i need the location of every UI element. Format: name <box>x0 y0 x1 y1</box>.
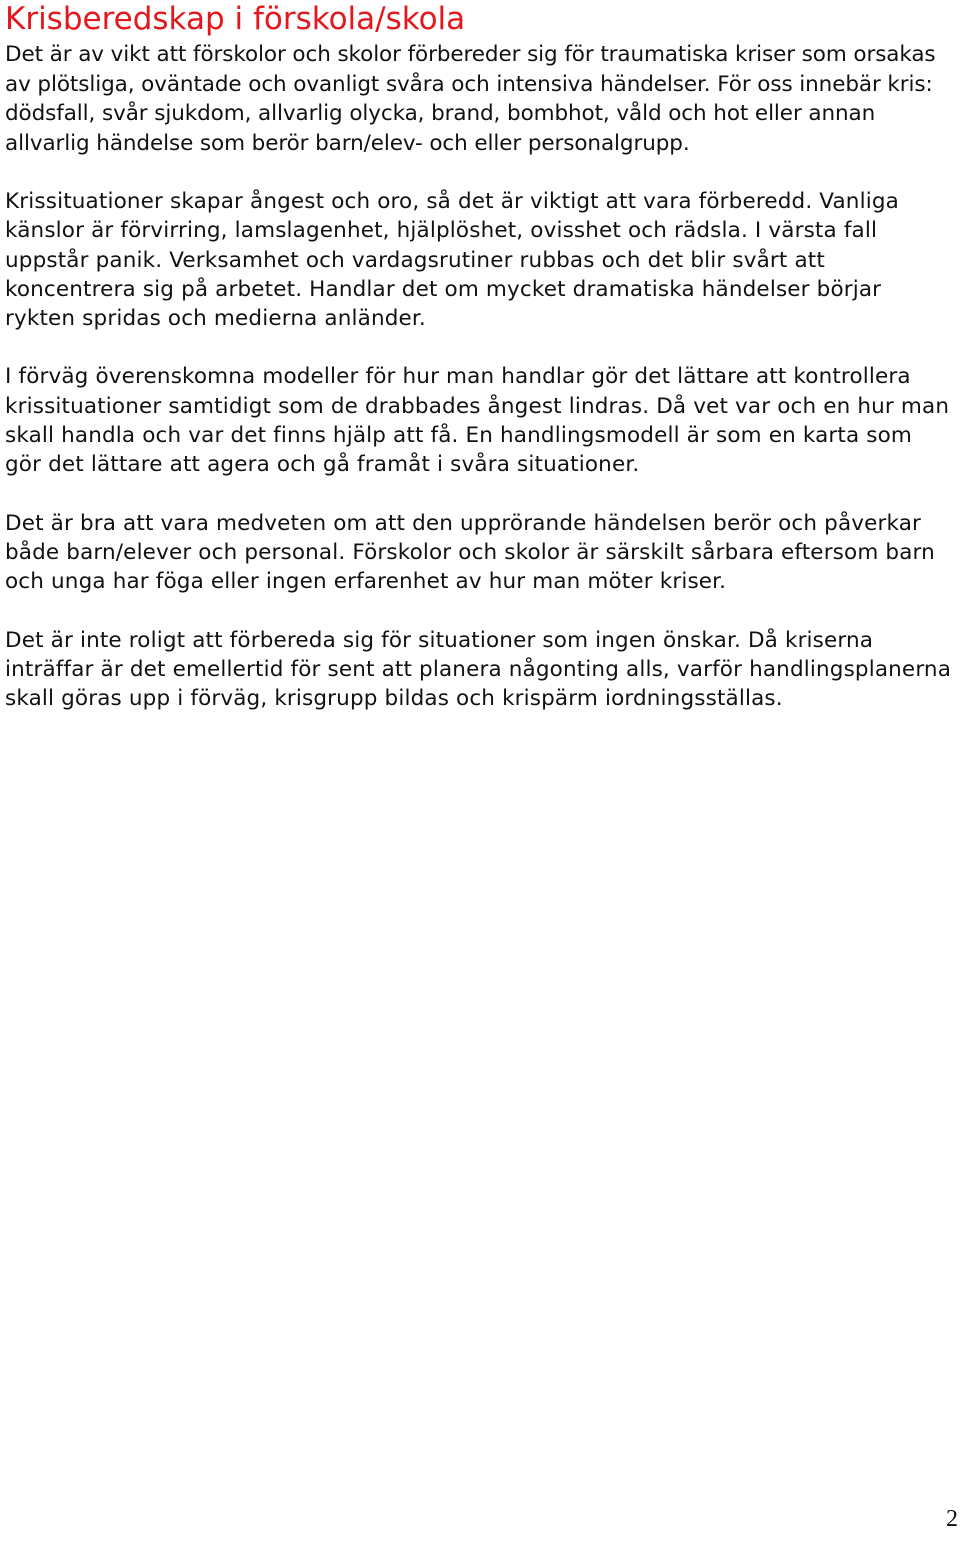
paragraph-crisis-feelings: Krissituationer skapar ångest och oro, så det är viktigt att vara förberedd. Vanliga känslor är förvirring, lamslagenhet, hjälplöshet, ovisshet och rädsla. I värsta fall uppstår panik. Verksamhet och vardagsrutiner rubbas och det blir svårt att koncentrera sig på arbetet. Handlar det om mycket dramatiska händelser börjar rykten spridas och medierna anländer. <box>5 189 899 332</box>
paragraph-models: I förväg överenskomna modeller för hur man handlar gör det lättare att kontrollera krissituationer samtidigt som de drabbades ångest lindras. Då vet var och en hur man skall handla och var det finns hjälp att få. En handlingsmodell är som en karta som gör det lättare att agera och gå framåt i svåra situationer. <box>5 364 950 478</box>
document-title: Krisberedskap i förskola/skola <box>5 1 466 37</box>
paragraph-preparation: Det är inte roligt att förbereda sig för situationer som ingen önskar. Då kriserna inträffar är det emellertid för sent att planera någonting alls, varför handlingsplanerna skall göras upp i förväg, krisgrupp bildas och krispärm iordningsställas. <box>5 627 952 712</box>
document-page <box>5 0 955 713</box>
paragraph-awareness: Det är bra att vara medveten om att den upprörande händelsen berör och påverkar både barn/elever och personal. Förskolor och skolor är särskilt sårbara eftersom barn och unga har föga eller ingen erfarenhet av hur man möter kriser. <box>5 510 935 595</box>
paragraph-intro: Det är av vikt att förskolor och skolor förbereder sig för traumatiska kriser som orsakas av plötsliga, oväntade och ovanligt svåra och intensiva händelser. För oss innebär kris: dödsfall, svår sjukdom, allvarlig olycka, brand, bombhot, våld och hot eller annan allvarlig händelse som berör barn/elev- och eller personalgrupp. <box>5 42 936 156</box>
page-number: 2 <box>946 1506 958 1532</box>
